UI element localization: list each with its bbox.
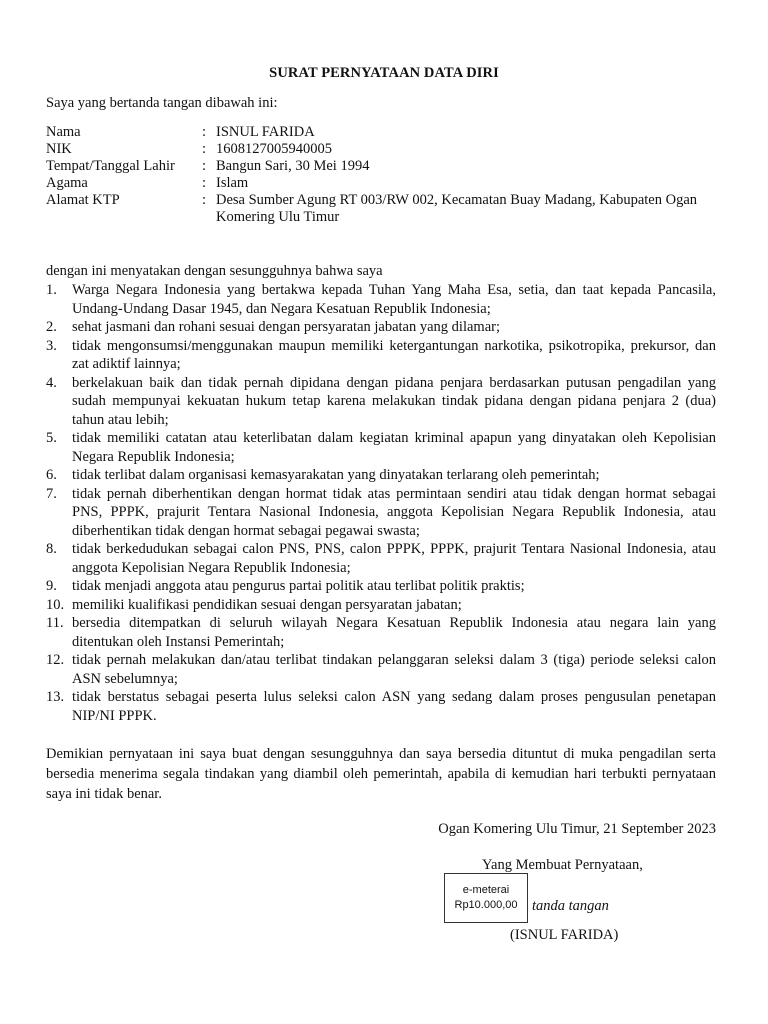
intro-text: Saya yang bertanda tangan dibawah ini:	[46, 95, 278, 111]
maker-label: Yang Membuat Pernyataan,	[482, 857, 643, 873]
identity-colon: :	[202, 158, 207, 174]
list-item	[46, 374, 716, 430]
item-number: 7.	[46, 485, 57, 502]
identity-label: Tempat/Tanggal Lahir	[46, 158, 175, 174]
meterai-value: Rp10.000,00	[454, 899, 518, 911]
item-number: 9.	[46, 578, 57, 594]
identity-value: Desa Sumber Agung RT 003/RW 002, Kecamatan Buay Madang, Kabupaten Ogan Komering Ulu Timur	[216, 192, 698, 225]
item-text: tidak menjadi anggota atau pengurus partai politik atau terlibat politik praktis;	[72, 578, 525, 594]
item-number: 3.	[46, 337, 57, 354]
item-text: Warga Negara Indonesia yang bertakwa kepada Tuhan Yang Maha Esa, setia, dan taat kepada Pancasila, Undang-Undang Dasar 1945, dan Negara Kesatuan Republik Indonesia;	[72, 282, 716, 317]
identity-row-address	[46, 192, 726, 226]
signer-name: (ISNUL FARIDA)	[510, 927, 619, 943]
item-number: 13.	[46, 689, 65, 705]
identity-label: Agama	[46, 175, 88, 191]
item-number: 8.	[46, 541, 57, 557]
list-item	[46, 614, 716, 651]
list-item	[46, 651, 716, 688]
item-text: tidak berkedudukan sebagai calon PNS, PNS, calon PPPK, PPPK, prajurit Tentara Nasional Indonesia, atau anggota Kepolisian Negara Republik Indonesia;	[72, 541, 716, 576]
item-number: 10.	[46, 596, 65, 613]
item-text: tidak mengonsumsi/menggunakan maupun memiliki ketergantungan narkotika, psikotropika, prekursor, dan zat adiktif lainnya;	[72, 337, 716, 372]
e-meterai-stamp	[444, 873, 528, 923]
item-number: 5.	[46, 430, 57, 446]
meterai-label: e-meterai	[462, 884, 510, 896]
list-item	[46, 596, 716, 615]
identity-colon: :	[202, 124, 207, 140]
identity-value: 1608127005940005	[216, 141, 332, 157]
identity-row-religion	[46, 175, 726, 192]
identity-block	[46, 124, 726, 226]
identity-value: Islam	[216, 175, 249, 191]
list-item	[46, 281, 716, 318]
declaration-list	[46, 281, 716, 725]
item-text: sehat jasmani dan rohani sesuai dengan persyaratan jabatan yang dilamar;	[72, 319, 500, 335]
identity-label: Nama	[46, 124, 81, 140]
item-text: berkelakuan baik dan tidak pernah dipidana dengan pidana penjara berdasarkan putusan pengadilan yang sudah mempunyai kekuatan hukum tetap karena melakukan tindak pidana dengan pidana penjara 2 (dua) tahun atau lebih;	[72, 374, 716, 428]
identity-colon: :	[202, 192, 207, 208]
item-number: 11.	[46, 615, 64, 631]
list-item	[46, 577, 716, 596]
identity-value: ISNUL FARIDA	[216, 124, 315, 140]
item-number: 12.	[46, 652, 65, 668]
list-item	[46, 688, 716, 725]
document-title: SURAT PERNYATAAN DATA DIRI	[269, 65, 499, 81]
item-number: 1.	[46, 282, 57, 298]
identity-row-birth	[46, 158, 726, 175]
item-text: bersedia ditempatkan di seluruh wilayah Negara Kesatuan Republik Indonesia atau negara lain yang ditentukan oleh Instansi Pemerintah;	[72, 615, 716, 650]
item-text: tidak terlibat dalam organisasi kemasyarakatan yang dinyatakan terlarang oleh pemerintah;	[72, 467, 600, 483]
identity-colon: :	[202, 141, 207, 157]
item-text: tidak memiliki catatan atau keterlibatan dalam kegiatan kriminal apapun yang dinyatakan oleh Kepolisian Negara Republik Indonesia;	[72, 430, 716, 465]
declaration-intro: dengan ini menyatakan dengan sesungguhnya bahwa saya	[46, 263, 383, 279]
item-number: 6.	[46, 467, 57, 483]
identity-label: Alamat KTP	[46, 192, 120, 208]
closing-paragraph: Demikian pernyataan ini saya buat dengan sesungguhnya dan saya bersedia dituntut di muka pengadilan serta bersedia menerima segala tindakan yang diambil oleh pemerintah, apabila di kemudian hari terbukti pernyataan saya ini tidak benar.	[46, 746, 716, 802]
list-item	[46, 337, 716, 374]
item-text: tidak pernah melakukan dan/atau terlibat tindakan pelanggaran seleksi dalam 3 (tiga) periode seleksi calon ASN sebelumnya;	[72, 652, 716, 687]
list-item	[46, 485, 716, 541]
list-item	[46, 318, 716, 337]
identity-label: NIK	[46, 141, 72, 157]
item-text: memiliki kualifikasi pendidikan sesuai dengan persyaratan jabatan;	[72, 596, 462, 613]
identity-colon: :	[202, 175, 207, 191]
item-number: 4.	[46, 374, 57, 391]
identity-value: Bangun Sari, 30 Mei 1994	[216, 158, 370, 174]
signature-placeholder: tanda tangan	[532, 898, 609, 914]
identity-row-nama	[46, 124, 726, 141]
place-date: Ogan Komering Ulu Timur, 21 September 2023	[438, 821, 716, 837]
list-item	[46, 466, 716, 485]
item-number: 2.	[46, 319, 57, 335]
item-text: tidak berstatus sebagai peserta lulus seleksi calon ASN yang sedang dalam proses pengusulan penetapan NIP/NI PPPK.	[72, 689, 716, 724]
list-item	[46, 540, 716, 577]
item-text: tidak pernah diberhentikan dengan hormat tidak atas permintaan sendiri atau tidak dengan hormat sebagai PNS, PPPK, prajurit Tentara Nasional Indonesia, anggota Kepolisian Negara Republik Indonesia, atau diberhentikan tidak dengan hormat sebagai pegawai swasta;	[72, 485, 716, 539]
list-item	[46, 429, 716, 466]
identity-row-nik	[46, 141, 726, 158]
